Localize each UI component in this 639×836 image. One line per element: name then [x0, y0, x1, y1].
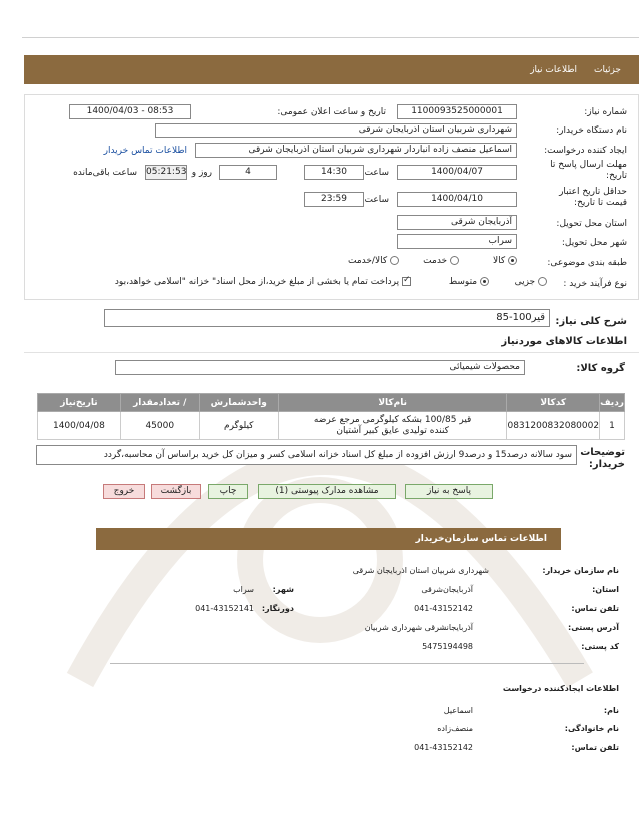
contact-fax-label: دورنگار: — [261, 604, 294, 613]
process-partial-option[interactable] — [515, 277, 547, 287]
reply-button[interactable]: پاسخ به نیاز — [405, 484, 493, 499]
radio-partial[interactable] — [538, 277, 547, 286]
process-label: نوع فرآیند خرید : — [563, 279, 627, 289]
deadline-time-field: 14:30 — [304, 165, 364, 180]
col-index: ردیف — [600, 394, 625, 412]
radio-service[interactable] — [450, 256, 459, 265]
buyer-org-label: نام دستگاه خریدار: — [556, 126, 627, 136]
category-service-text: خدمت — [423, 256, 448, 266]
creator-phone-value: 041-43152142 — [414, 743, 473, 752]
back-button[interactable]: بازگشت — [151, 484, 201, 499]
buyer-note-field: سود سالانه درصد15 و درصد9 ارزش افزوده از مبلغ کل اسناد خزانه اسلامی کسر و میزان کل خرید براساس آن محاسبه،گردد — [36, 445, 577, 465]
creator-title: اطلاعات ایجادکننده درخواست — [502, 684, 619, 693]
announce-label: تاریخ و ساعت اعلان عمومی: — [277, 107, 386, 117]
contact-phone-label: تلفن تماس: — [571, 604, 619, 613]
goods-table-header — [38, 394, 625, 412]
requester-label: ایجاد کننده درخواست: — [544, 146, 627, 156]
city-label: شهر محل تحویل: — [561, 238, 627, 248]
contact-city-label: شهر: — [272, 585, 294, 594]
days-label: روز و — [191, 168, 212, 178]
validity-label: حداقل تاریخ اعتبار قیمت تا تاریخ: — [559, 187, 627, 208]
tab-details[interactable]: جزئیات — [594, 65, 621, 75]
category-service-option[interactable] — [423, 256, 459, 266]
creator-last-name-value: منصف‌زاده — [437, 724, 473, 733]
need-number-label: شماره نیاز: — [584, 107, 627, 117]
payment-option[interactable] — [115, 277, 411, 287]
radio-medium[interactable] — [480, 277, 489, 286]
row-unit: کیلوگرم — [199, 412, 278, 440]
attachments-button[interactable]: مشاهده مدارک پیوستی (1) — [258, 484, 396, 499]
goods-table — [37, 393, 625, 440]
validity-time-field: 23:59 — [304, 192, 364, 207]
creator-phone-label: تلفن تماس: — [571, 743, 619, 752]
creator-first-name-value: اسماعیل — [443, 706, 473, 715]
goods-section-title: اطلاعات کالاهای موردنیاز — [501, 336, 627, 347]
validity-date-field: 1400/04/10 — [397, 192, 517, 207]
tab-need-info[interactable]: اطلاعات نیاز — [530, 65, 577, 75]
creator-first-name-label: نام: — [603, 706, 619, 715]
need-number-field: 1100093525000001 — [397, 104, 517, 119]
payment-checkbox[interactable] — [402, 277, 411, 286]
row-name — [278, 412, 507, 440]
province-field: آذربایجان شرقی — [397, 215, 517, 230]
buyer-org-field: شهرداری شربیان استان اذربایجان شرقی — [155, 123, 517, 138]
summary-label: شرح کلی نیاز: — [555, 316, 627, 327]
process-medium-option[interactable] — [449, 277, 489, 287]
contact-header-bar — [96, 528, 561, 550]
process-medium-text: متوسط — [448, 277, 478, 287]
contact-postal-label: کد پستی: — [581, 642, 619, 651]
radio-goods-service[interactable] — [390, 256, 399, 265]
row-name-line2: کننده تولیدی عایق کبیر آشتیان — [336, 425, 449, 436]
col-unit: واحدشمارش — [199, 394, 278, 412]
radio-goods[interactable] — [508, 256, 517, 265]
exit-button[interactable]: خروج — [103, 484, 145, 499]
buyer-contact-link[interactable]: اطلاعات تماس خریدار — [103, 146, 187, 156]
contact-divider — [110, 663, 584, 664]
row-index: 1 — [600, 412, 625, 440]
col-date: تاریخ‌نیاز — [38, 394, 121, 412]
deadline-time-label: ساعت — [364, 168, 389, 178]
requester-field: اسماعیل منصف زاده انباردار شهرداری شربیان استان اذربایجان شرقی — [195, 143, 517, 158]
contact-address-value: آذربایجانشرقی شهرداری شربیان — [364, 623, 473, 632]
city-field: سراب — [397, 234, 517, 249]
buyer-note-label: توضیحات خریدار: — [580, 447, 625, 470]
days-field: 4 — [219, 165, 277, 180]
remaining-label: ساعت باقی‌مانده — [73, 168, 137, 178]
group-field: محصولات شیمیائی — [115, 360, 525, 375]
announce-field: 1400/04/03 - 08:53 — [69, 104, 191, 119]
category-goods-option[interactable] — [493, 256, 517, 266]
table-row — [38, 412, 625, 440]
summary-field: قیر100-85 — [104, 309, 550, 327]
print-button[interactable]: چاپ — [208, 484, 248, 499]
creator-last-name-label: نام خانوادگی: — [564, 724, 619, 733]
process-partial-text: جزیی — [514, 277, 536, 287]
contact-address-label: آدرس پستی: — [568, 623, 619, 632]
deadline-label: مهلت ارسال پاسخ تا تاریخ: — [550, 160, 627, 181]
validity-time-label: ساعت — [364, 195, 389, 205]
contact-province-label: استان: — [592, 585, 619, 594]
row-qty: 45000 — [120, 412, 199, 440]
row-name-line1: قیر 100/85 بشکه کیلوگرمی مرجع عرضه — [313, 414, 472, 425]
category-goods-service-text: کالا/خدمت — [347, 256, 388, 266]
contact-org-label: نام سازمان خریدار: — [542, 566, 619, 575]
col-code: کدکالا — [507, 394, 600, 412]
deadline-date-field: 1400/04/07 — [397, 165, 517, 180]
col-qty: / تعدادمقدار — [120, 394, 199, 412]
contact-org-value: شهرداری شربیان استان اذربایجان شرقی — [352, 566, 489, 575]
remaining-time-field: 05:21:53 — [145, 165, 187, 180]
province-label: استان محل تحویل: — [556, 219, 627, 229]
top-divider — [22, 37, 639, 38]
category-goods-text: کالا — [492, 256, 506, 266]
contact-postal-value: 5475194498 — [422, 642, 473, 651]
contact-title: اطلاعات تماس سازمان‌خریدار — [415, 534, 547, 544]
contact-city-value: سراب — [233, 585, 254, 594]
contact-province-value: آذربایجان‌شرقی — [421, 585, 473, 594]
contact-phone-value: 041-43152142 — [414, 604, 473, 613]
goods-divider — [24, 352, 639, 353]
category-goods-service-option[interactable] — [348, 256, 399, 266]
payment-note-text: پرداخت تمام یا بخشی از مبلغ خرید،از محل اسناد" خزانه "اسلامی خواهد،بود — [114, 277, 400, 287]
category-label: طبقه بندی موضوعی: — [547, 258, 627, 268]
col-name: نام‌کالا — [278, 394, 507, 412]
group-label: گروه کالا: — [576, 363, 625, 374]
header-bar — [24, 55, 639, 84]
contact-fax-value: 041-43152141 — [195, 604, 254, 613]
row-code: 0831200832080002 — [507, 412, 600, 440]
row-date: 1400/04/08 — [38, 412, 121, 440]
